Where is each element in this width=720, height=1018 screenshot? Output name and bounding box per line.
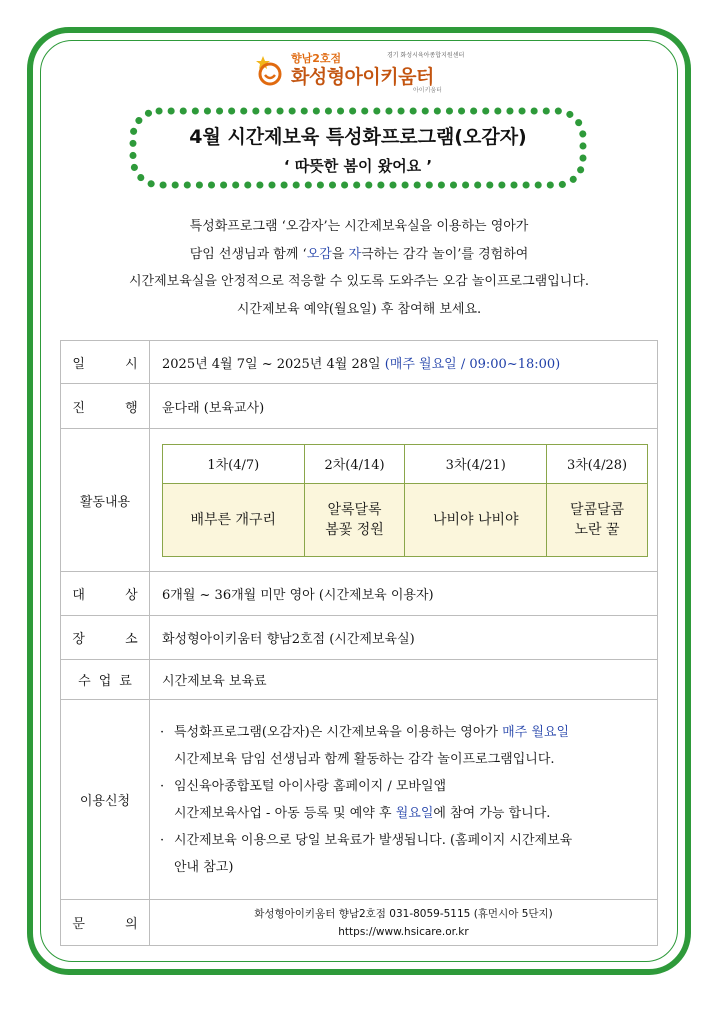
value-place: 화성형아이키움터 향남2호점 (시간제보육실) [150, 616, 658, 660]
activity-title-line: 봄꽃 정원 [325, 521, 384, 538]
value-activities [150, 429, 658, 572]
title-box [127, 105, 589, 191]
apply-b2-highlight: 월요일 [395, 805, 434, 821]
label-place [61, 616, 156, 660]
label-date-text: 일 시 [72, 356, 156, 372]
apply-bullet-2-cont [160, 800, 649, 827]
activity-round: 3차(4/21) [405, 444, 547, 483]
apply-b3-line2: 안내 참고) [174, 859, 234, 875]
apply-bullet-2: · 임신육아종합포털 아이사랑 홈페이지 / 모바일앱 [160, 773, 649, 800]
activity-round: 1차(4/7) [163, 444, 305, 483]
label-apply: 이용신청 [61, 700, 150, 900]
activity-title [304, 483, 405, 556]
row-date [61, 341, 658, 384]
apply-bullet-1-cont [160, 746, 649, 773]
value-contact [150, 900, 658, 946]
label-date [61, 341, 156, 384]
row-lead [61, 384, 658, 429]
activity-title-line: 알록달록 [327, 501, 382, 518]
smile-face-icon [255, 56, 285, 86]
logo-sub: 아이키움터 [413, 87, 442, 94]
label-activities: 활동내용 [61, 429, 150, 572]
value-target: 6개월 ~ 36개월 미만 영아 (시간제보육 이용자) [150, 572, 658, 616]
activity-title-line: 달콤달콤 [569, 501, 625, 518]
value-apply [150, 700, 658, 900]
apply-b2-line1: 임신육아종합포털 아이사랑 홈페이지 / 모바일앱 [174, 778, 447, 794]
activity-title-line: 배부른 개구리 [190, 511, 277, 528]
row-activities [61, 429, 658, 572]
value-fee: 시간제보육 보육료 [150, 660, 658, 700]
apply-bullet-3-cont [160, 854, 649, 881]
row-target [61, 572, 658, 616]
activity-title [547, 483, 648, 556]
activity-round: 2차(4/14) [304, 444, 405, 483]
label-lead [61, 384, 156, 429]
activity-title [163, 483, 305, 556]
apply-b3-line1: 시간제보육 이용으로 당일 보육료가 발생됩니다. (홈페이지 시간제보육 [174, 832, 573, 848]
row-contact [61, 900, 658, 946]
label-lead-text: 진 행 [72, 400, 156, 416]
intro-line-2-mid1: 을 [331, 246, 349, 262]
row-apply [61, 700, 658, 900]
intro-line-4: 시간제보육 예약(월요일) 후 참여해 보세요. [236, 301, 482, 317]
page-subtitle: ‘ 따뜻한 봄이 왔어요 ’ [283, 157, 433, 175]
intro-line-3: 시간제보육실을 안정적으로 적응할 수 있도록 도와주는 오감 놀이프로그램입니다. [128, 274, 590, 289]
label-contact [61, 900, 156, 946]
intro-line-1: 특성화프로그램 ‘오감자’는 시간제보육실을 이용하는 영아가 [189, 219, 529, 234]
label-fee [61, 660, 150, 700]
page-title: 4월 시간제보육 특성화프로그램(오감자) [189, 126, 527, 148]
intro-line-2-pre: 담임 선생님과 함께 ‘ [189, 246, 307, 262]
label-fee-text: 수업료 [78, 674, 140, 689]
activity-title-row [163, 483, 648, 556]
activity-table [162, 444, 648, 557]
value-date [150, 341, 658, 384]
contact-phone: 화성형아이키움터 향남2호점 031-8059-5115 (휴먼시아 5단지) [254, 907, 553, 920]
intro-highlight-ja: 자 [348, 246, 362, 262]
intro-highlight-o: 오감 [306, 246, 332, 262]
label-target [61, 572, 156, 616]
logo [255, 50, 495, 92]
intro-line-2-mid2: 극하는 감각 놀이’를 경험하여 [361, 246, 529, 262]
activity-round: 3차(4/28) [547, 444, 648, 483]
activity-title [405, 483, 547, 556]
intro-line-2 [60, 241, 658, 269]
logo-org: 경기 화성시육아종합지원센터 [387, 52, 465, 59]
apply-b2-pre: 시간제보육사업 - 아동 등록 및 예약 후 [174, 805, 396, 821]
logo-branch: 향남2호점 [291, 52, 342, 65]
logo-brand: 화성형아이키움터 [291, 66, 434, 88]
activity-title-line: 나비야 나비야 [432, 511, 519, 528]
apply-b1-line2: 시간제보육 담임 선생님과 함께 활동하는 감각 놀이프로그램입니다. [174, 751, 555, 767]
apply-b2-post: 에 참여 가능 합니다. [433, 805, 551, 821]
apply-b1-text: 특성화프로그램(오감자)은 시간제보육을 이용하는 영아가 [174, 724, 503, 740]
value-lead: 윤다래 (보육교사) [150, 384, 658, 429]
info-table [60, 340, 658, 946]
row-place [61, 616, 658, 660]
apply-bullet-3: · 시간제보육 이용으로 당일 보육료가 발생됩니다. (홈페이지 시간제보육 [160, 827, 649, 854]
label-contact-text: 문 의 [72, 917, 156, 932]
label-target-text: 대 상 [72, 588, 156, 603]
activity-header-row [163, 444, 648, 483]
date-value: 2025년 4월 7일 ~ 2025년 4월 28일 [162, 356, 381, 372]
intro-text [60, 213, 658, 323]
label-place-text: 장 소 [72, 632, 156, 647]
contact-url[interactable]: https://www.hsicare.or.kr [338, 925, 469, 938]
date-highlight: (매주 월요일 / 09:00~18:00) [384, 356, 561, 372]
row-fee [61, 660, 658, 700]
apply-b1-highlight: 매주 월요일 [502, 724, 570, 740]
activity-title-line: 노란 꿀 [574, 521, 620, 538]
apply-bullet-1: · 특성화프로그램(오감자)은 시간제보육을 이용하는 영아가 매주 월요일 [160, 724, 570, 740]
